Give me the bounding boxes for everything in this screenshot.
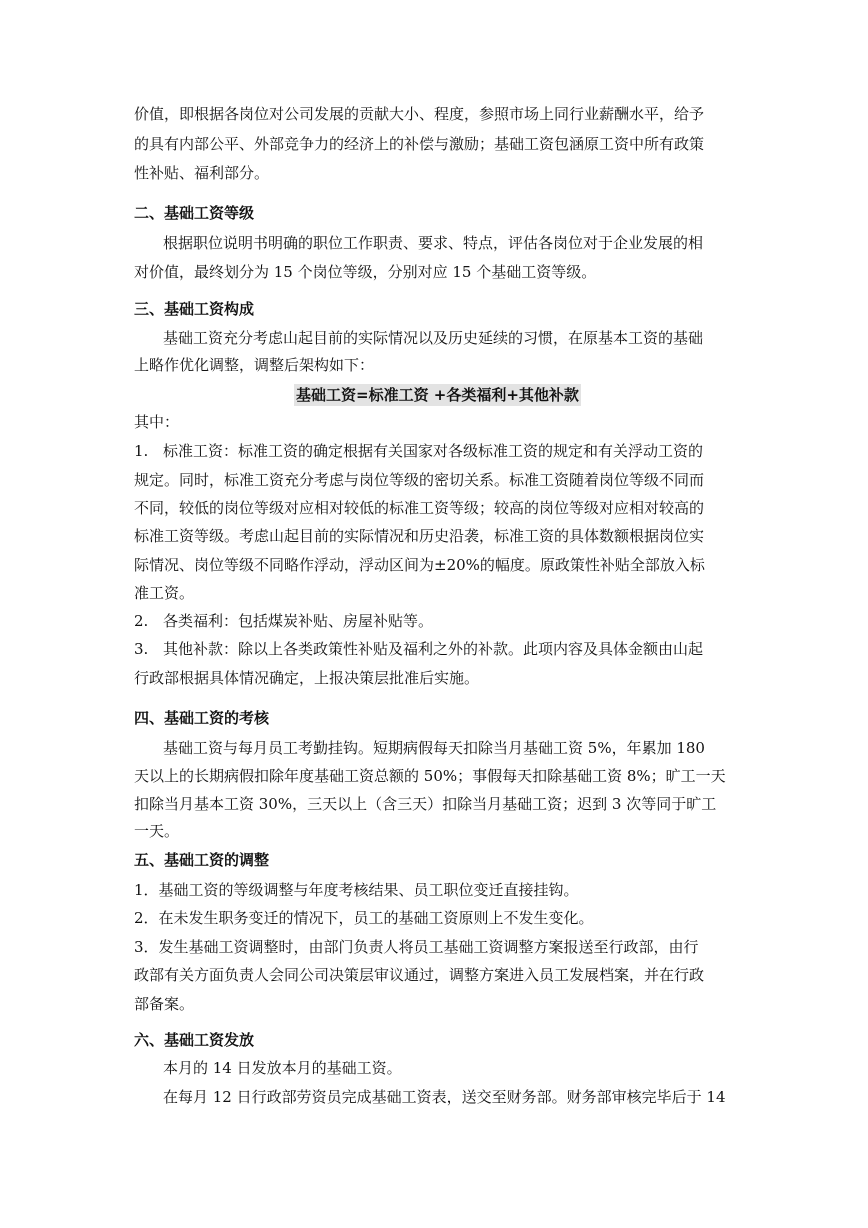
section-4-line-1: 基础工资与每月员工考勤挂钩。短期病假每天扣除当月基础工资 5%，年累加 180	[163, 739, 705, 757]
section-3-line-1: 基础工资充分考虑山起目前的实际情况以及历史延续的习惯，在原基本工资的基础	[163, 329, 704, 347]
item-1-line-2: 规定。同时，标准工资充分考虑与岗位等级的密切关系。标准工资随着岗位等级不同而	[134, 471, 705, 489]
item-2-number: 2.	[134, 612, 149, 630]
item-2-text: 各类福利：包括煤炭补贴、房屋补贴等。	[163, 612, 434, 630]
salary-formula: 基础工资=标准工资 +各类福利+其他补款	[296, 386, 579, 404]
section-4-line-3: 扣除当月基本工资 30%，三天以上（含三天）扣除当月基础工资；迟到 3 次等同于旷工	[134, 795, 717, 813]
intro-line-1: 价值，即根据各岗位对公司发展的贡献大小、程度，参照市场上同行业薪酬水平，给予	[134, 105, 705, 123]
section-5-line-4: 政部有关方面负责人会同公司决策层审议通过，调整方案进入员工发展档案，并在行政	[134, 966, 705, 984]
section-6-heading: 六、基础工资发放	[134, 1031, 255, 1049]
section-5-line-5: 部备案。	[134, 995, 195, 1013]
section-5-line-2: 2．在未发生职务变迁的情况下，员工的基础工资原则上不发生变化。	[134, 909, 594, 927]
section-2-line-1: 根据职位说明书明确的职位工作职责、要求、特点，评估各岗位对于企业发展的相	[163, 234, 704, 252]
item-1-line-6: 准工资。	[134, 584, 195, 602]
section-4-line-4: 一天。	[134, 822, 180, 840]
among-label: 其中：	[134, 413, 180, 431]
section-5-line-1: 1．基础工资的等级调整与年度考核结果、员工职位变迁直接挂钩。	[134, 881, 579, 899]
intro-line-2: 的具有内部公平、外部竞争力的经济上的补偿与激励；基础工资包涵原工资中所有政策	[134, 135, 705, 153]
section-3-heading: 三、基础工资构成	[134, 300, 255, 318]
section-2-line-2: 对价值，最终划分为 15 个岗位等级，分别对应 15 个基础工资等级。	[134, 263, 597, 281]
item-1-line-3: 不同，较低的岗位等级对应相对较低的标准工资等级；较高的岗位等级对应相对较高的	[134, 499, 705, 517]
section-2-heading: 二、基础工资等级	[134, 204, 255, 222]
section-6-line-2: 在每月 12 日行政部劳资员完成基础工资表，送交至财务部。财务部审核完毕后于 14	[163, 1088, 726, 1106]
item-3-line-1: 其他补款：除以上各类政策性补贴及福利之外的补款。此项内容及具体金额由山起	[163, 640, 704, 658]
section-4-heading: 四、基础工资的考核	[134, 709, 270, 727]
section-5-heading: 五、基础工资的调整	[134, 851, 270, 869]
item-3-line-2: 行政部根据具体情况确定，上报决策层批准后实施。	[134, 669, 480, 687]
section-3-line-2: 上略作优化调整，调整后架构如下：	[134, 356, 375, 374]
section-6-line-1: 本月的 14 日发放本月的基础工资。	[163, 1059, 402, 1077]
item-1-line-1: 标准工资：标准工资的确定根据有关国家对各级标准工资的规定和有关浮动工资的	[163, 442, 704, 460]
item-1-number: 1.	[134, 442, 149, 460]
section-5-line-3: 3．发生基础工资调整时，由部门负责人将员工基础工资调整方案报送至行政部，由行	[134, 938, 699, 956]
section-4-line-2: 天以上的长期病假扣除年度基础工资总额的 50%；事假每天扣除基础工资 8%；旷工一天	[134, 767, 726, 785]
item-1-line-5: 际情况、岗位等级不同略作浮动，浮动区间为±20%的幅度。原政策性补贴全部放入标	[134, 556, 705, 574]
item-1-line-4: 标准工资等级。考虑山起目前的实际情况和历史沿袭，标准工资的具体数额根据岗位实	[134, 527, 705, 545]
intro-line-3: 性补贴、福利部分。	[134, 164, 270, 182]
item-3-number: 3.	[134, 640, 149, 658]
